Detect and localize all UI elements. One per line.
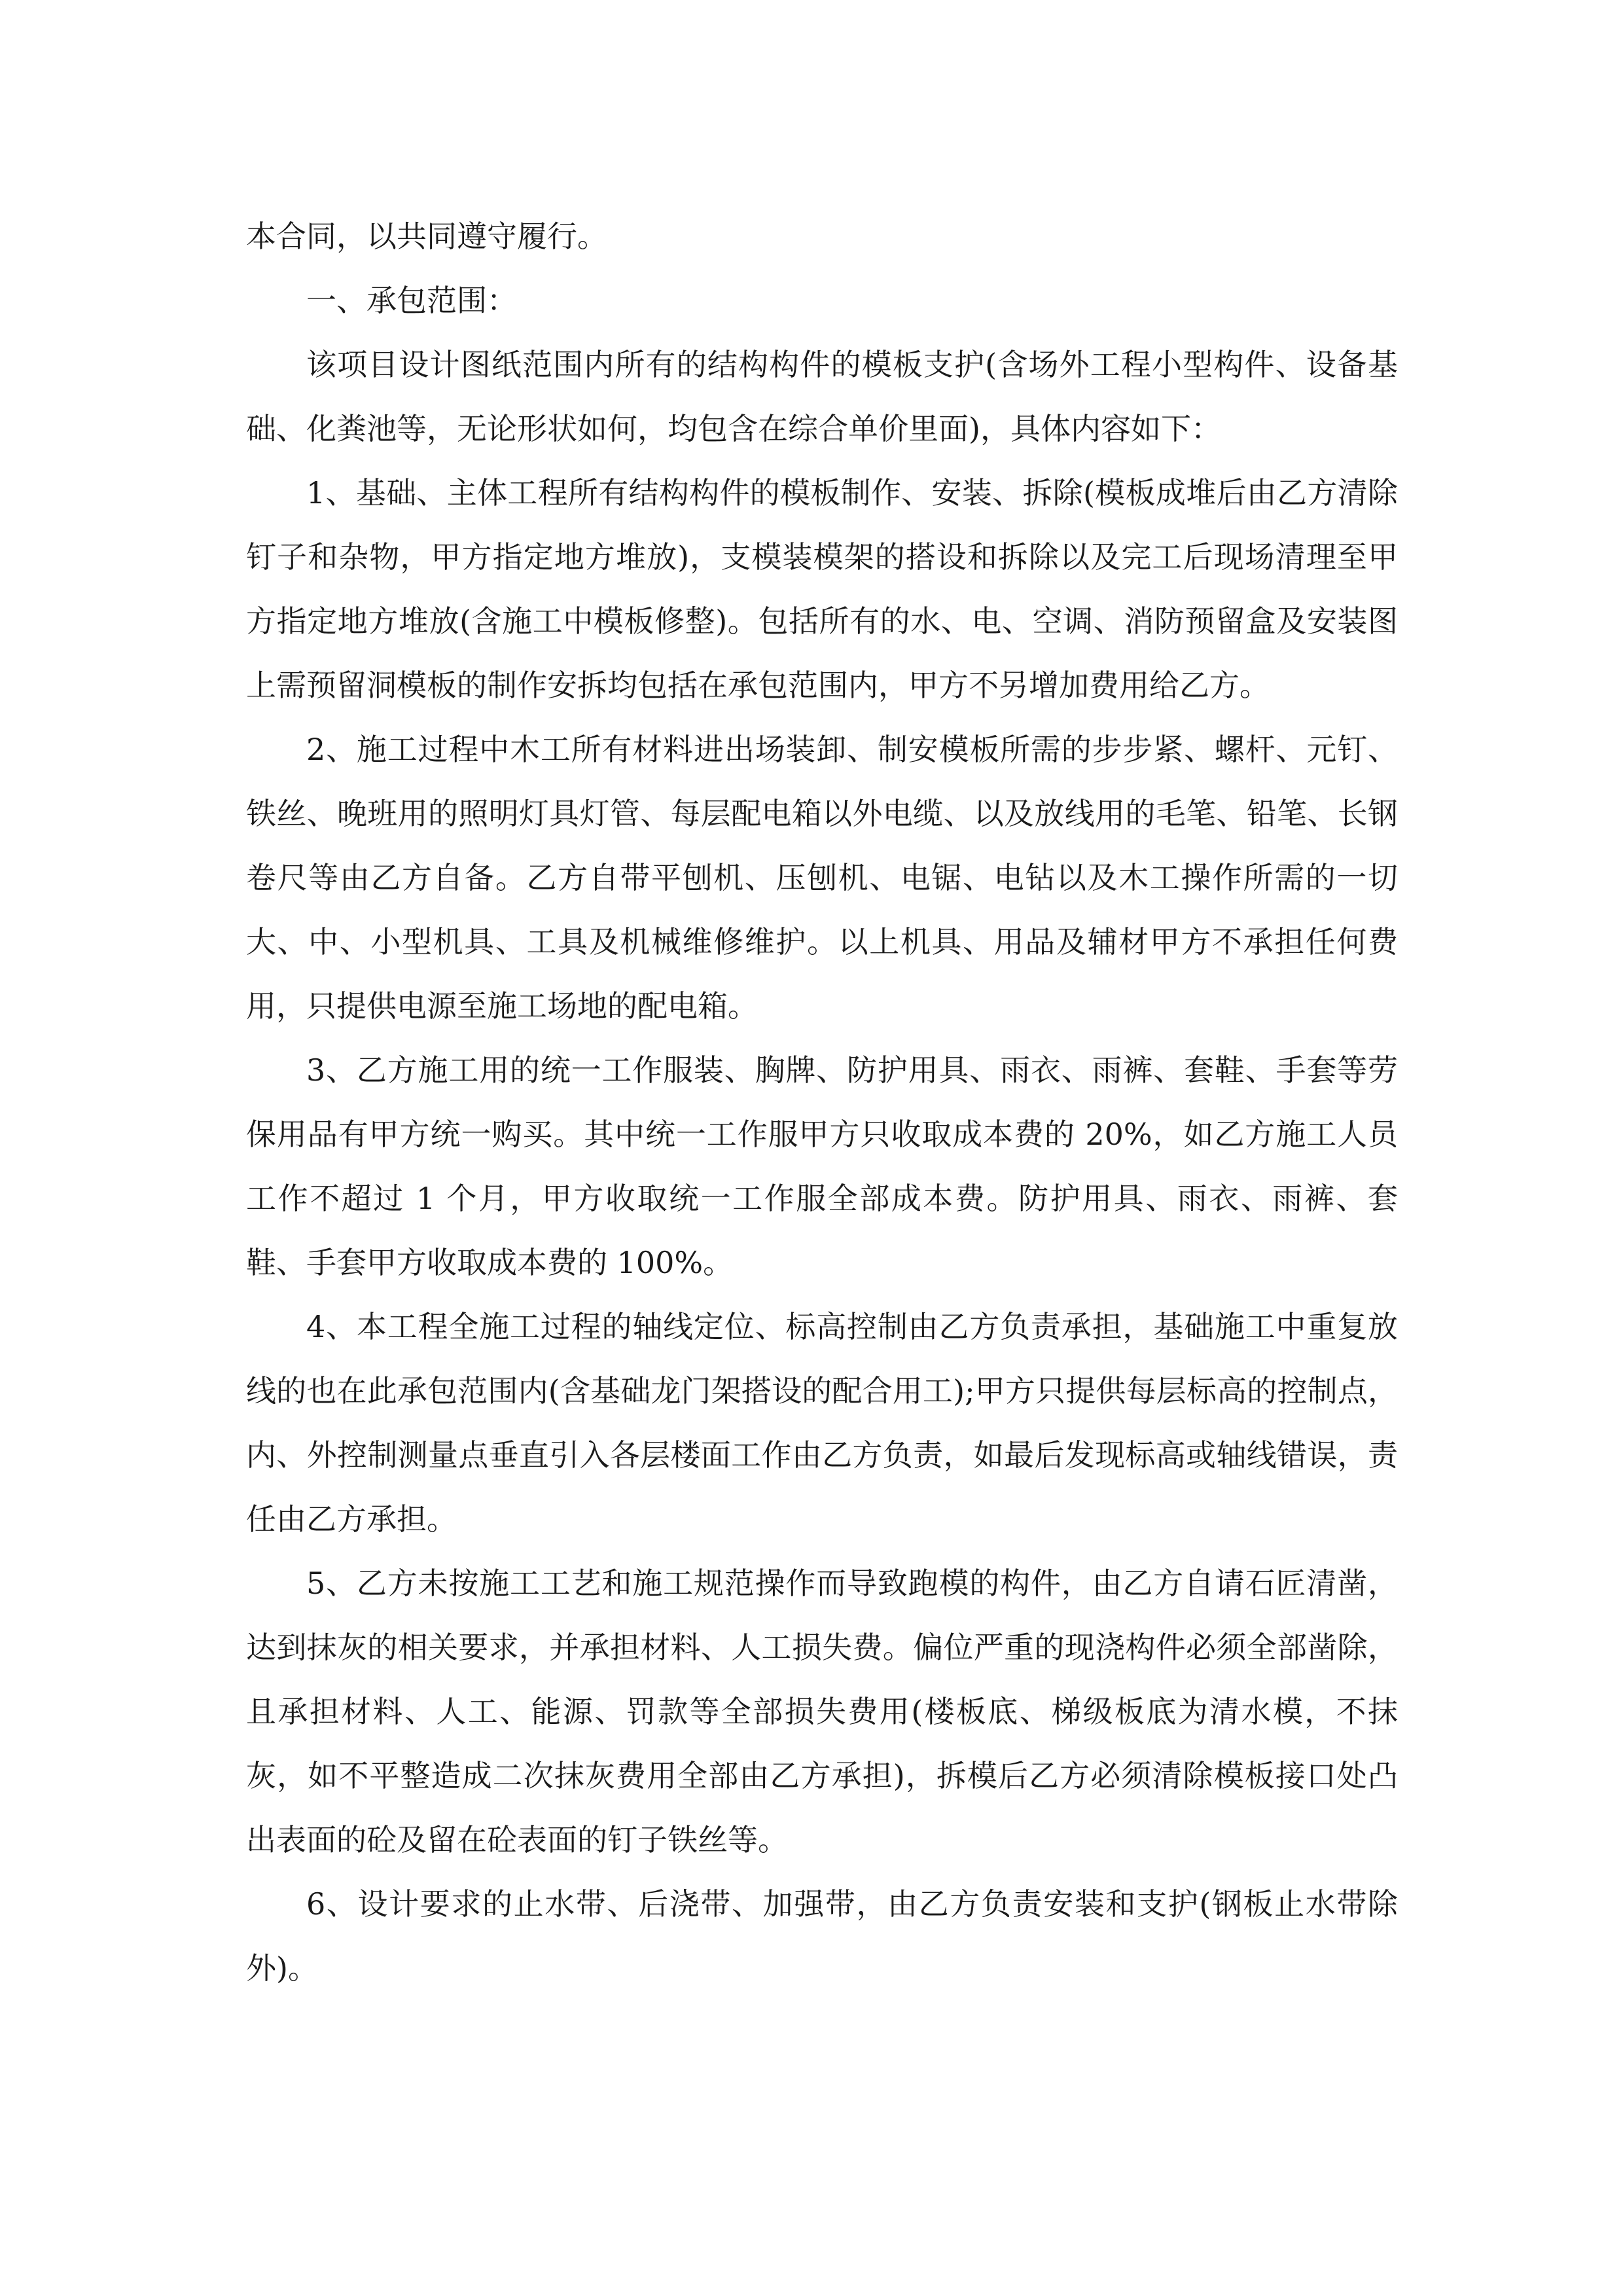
clause-1: 1、基础、主体工程所有结构构件的模板制作、安装、拆除(模板成堆后由乙方清除钉子和杂物，甲方指定地方堆放)，支模装模架的搭设和拆除以及完工后现场清理至甲方指定地方堆放(含施工中模板修整)。包括所有的水、电、空调、消防预留盒及安装图上需预留洞模板的制作安拆均包括在承包范围内，甲方不另增加费用给乙方。 xyxy=(246,475,1398,703)
clause-4: 4、本工程全施工过程的轴线定位、标高控制由乙方负责承担，基础施工中重复放线的也在此承包范围内(含基础龙门架搭设的配合用工);甲方只提供每层标高的控制点，内、外控制测量点垂直引入各层楼面工作由乙方负责，如最后发现标高或轴线错误，责任由乙方承担。 xyxy=(246,1309,1398,1537)
paragraph-contract-closing: 本合同，以共同遵守履行。 xyxy=(246,219,607,254)
document-page xyxy=(246,204,1398,2000)
clause-2: 2、施工过程中木工所有材料进出场装卸、制安模板所需的步步紧、螺杆、元钉、铁丝、晚班用的照明灯具灯管、每层配电箱以外电缆、以及放线用的毛笔、铅笔、长钢卷尺等由乙方自备。乙方自带平刨机、压刨机、电锯、电钻以及木工操作所需的一切大、中、小型机具、工具及机械维修维护。以上机具、用品及辅材甲方不承担任何费用，只提供电源至施工场地的配电箱。 xyxy=(246,732,1398,1024)
clause-5: 5、乙方未按施工工艺和施工规范操作而导致跑模的构件，由乙方自请石匠清凿，达到抹灰的相关要求，并承担材料、人工损失费。偏位严重的现浇构件必须全部凿除，且承担材料、人工、能源、罚款等全部损失费用(楼板底、梯级板底为清水模，不抹灰，如不平整造成二次抹灰费用全部由乙方承担)，拆模后乙方必须清除模板接口处凸出表面的砼及留在砼表面的钉子铁丝等。 xyxy=(246,1566,1398,1857)
section-heading-scope: 一、承包范围： xyxy=(306,283,517,318)
paragraph-scope-intro: 该项目设计图纸范围内所有的结构构件的模板支护(含场外工程小型构件、设备基础、化粪池等，无论形状如何，均包含在综合单价里面)，具体内容如下： xyxy=(246,347,1398,446)
clause-3: 3、乙方施工用的统一工作服装、胸牌、防护用具、雨衣、雨裤、套鞋、手套等劳保用品有甲方统一购买。其中统一工作服甲方只收取成本费的 20%，如乙方施工人员工作不超过 1 个月，甲方收取统一工作服全部成本费。防护用具、雨衣、雨裤、套鞋、手套甲方收取成本费的 100%。 xyxy=(246,1052,1398,1280)
clause-6: 6、设计要求的止水带、后浇带、加强带，由乙方负责安装和支护(钢板止水带除外)。 xyxy=(246,1886,1398,1986)
